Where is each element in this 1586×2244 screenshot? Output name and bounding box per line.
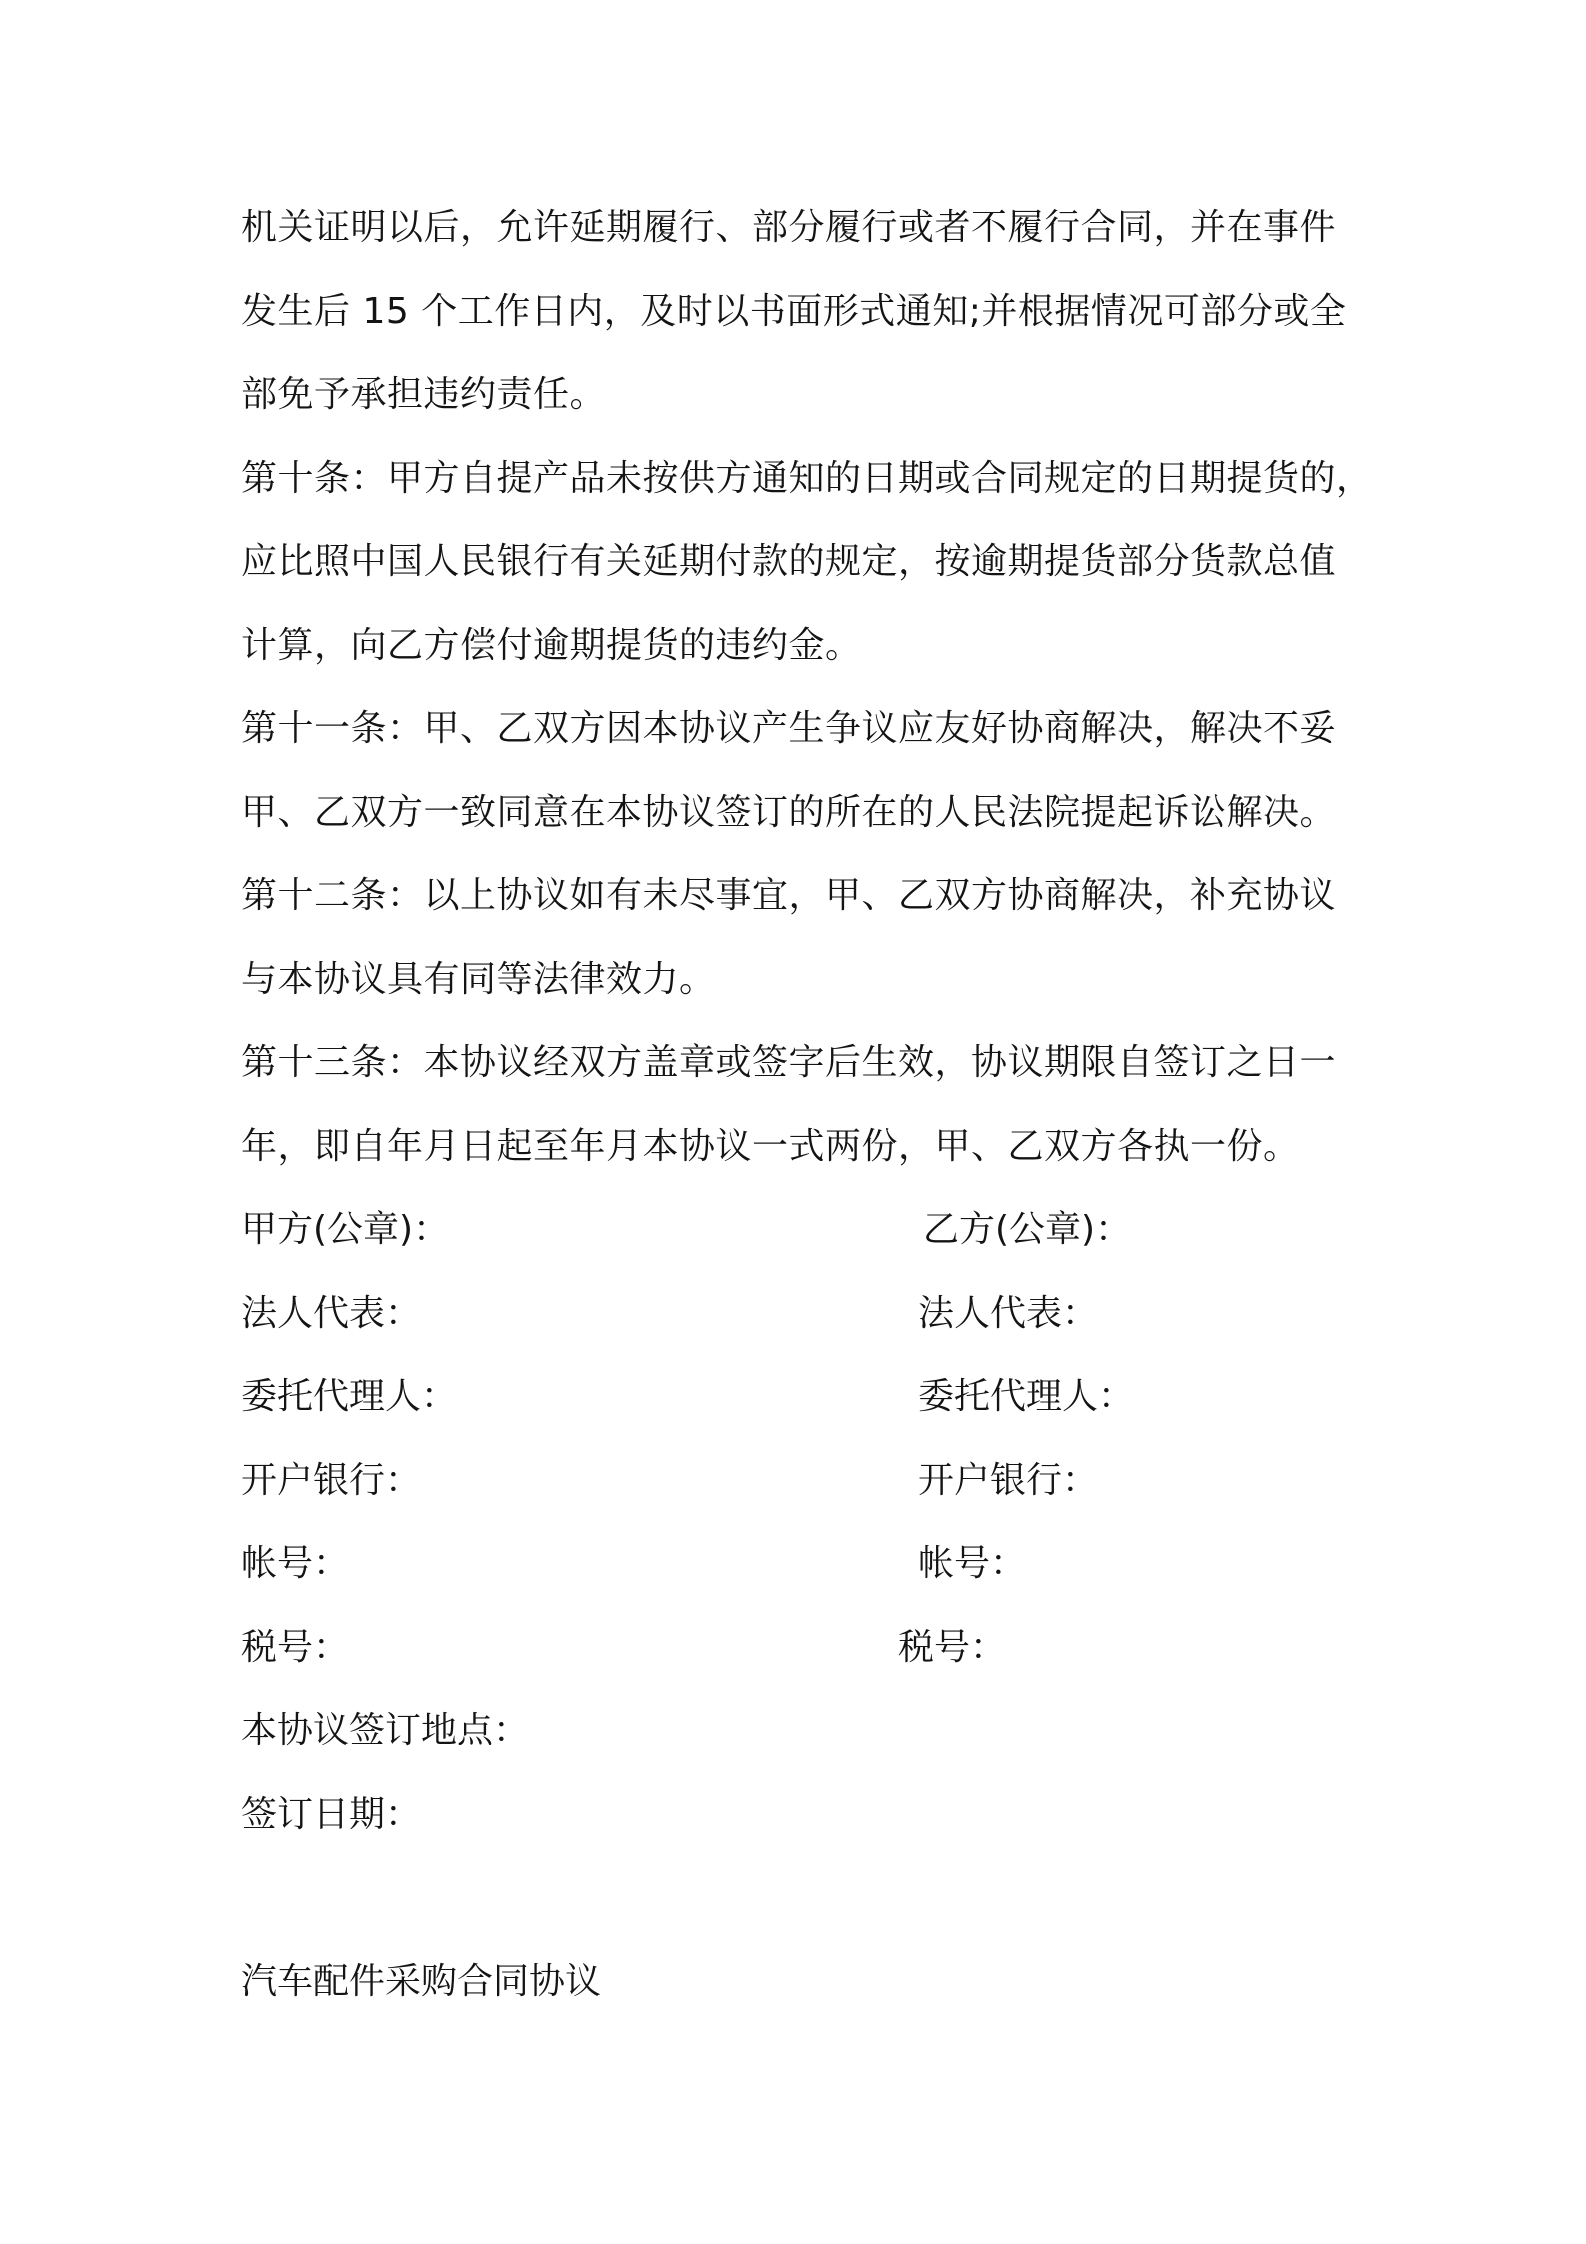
signing-date-label: 签订日期： xyxy=(241,1794,422,1835)
body-line: 年，即自年月日起至年月本协议一式两份，甲、乙双方各执一份。 xyxy=(241,1126,1300,1167)
article-10-line: 第十条：甲方自提产品未按供方通知的日期或合同规定的日期提货的， xyxy=(241,458,1373,499)
party-b-tax-id-label: 税号： xyxy=(898,1627,1007,1668)
party-a-tax-id-label: 税号： xyxy=(241,1627,350,1668)
party-b-seal-label: 乙方(公章)： xyxy=(923,1209,1132,1250)
body-line: 机关证明以后，允许延期履行、部分履行或者不履行合同，并在事件 xyxy=(241,207,1337,248)
party-a-seal-label: 甲方(公章)： xyxy=(241,1209,450,1250)
body-line: 部免予承担违约责任。 xyxy=(241,374,607,415)
body-line: 计算，向乙方偿付逾期提货的违约金。 xyxy=(241,625,862,666)
party-a-agent-label: 委托代理人： xyxy=(241,1376,458,1417)
article-13-line: 第十三条：本协议经双方盖章或签字后生效，协议期限自签订之日一 xyxy=(241,1042,1337,1083)
body-line: 与本协议具有同等法律效力。 xyxy=(241,959,716,1000)
body-line: 甲、乙双方一致同意在本协议签订的所在的人民法院提起诉讼解决。 xyxy=(241,792,1337,833)
party-b-bank-label: 开户银行： xyxy=(918,1460,1099,1501)
signing-place-label: 本协议签订地点： xyxy=(241,1710,530,1751)
party-a-bank-label: 开户银行： xyxy=(241,1460,422,1501)
next-document-title: 汽车配件采购合同协议 xyxy=(241,1961,602,2002)
article-12-line: 第十二条：以上协议如有未尽事宜，甲、乙双方协商解决，补充协议 xyxy=(241,875,1337,916)
party-a-legal-rep-label: 法人代表： xyxy=(241,1293,422,1334)
party-b-agent-label: 委托代理人： xyxy=(918,1376,1135,1417)
body-line: 应比照中国人民银行有关延期付款的规定，按逾期提货部分货款总值 xyxy=(241,541,1337,582)
body-line: 发生后 15 个工作日内，及时以书面形式通知;并根据情况可部分或全 xyxy=(241,291,1347,332)
party-b-account-label: 帐号： xyxy=(918,1543,1027,1584)
party-a-account-label: 帐号： xyxy=(241,1543,350,1584)
party-b-legal-rep-label: 法人代表： xyxy=(918,1293,1099,1334)
article-11-line: 第十一条：甲、乙双方因本协议产生争议应友好协商解决，解决不妥 xyxy=(241,708,1337,749)
